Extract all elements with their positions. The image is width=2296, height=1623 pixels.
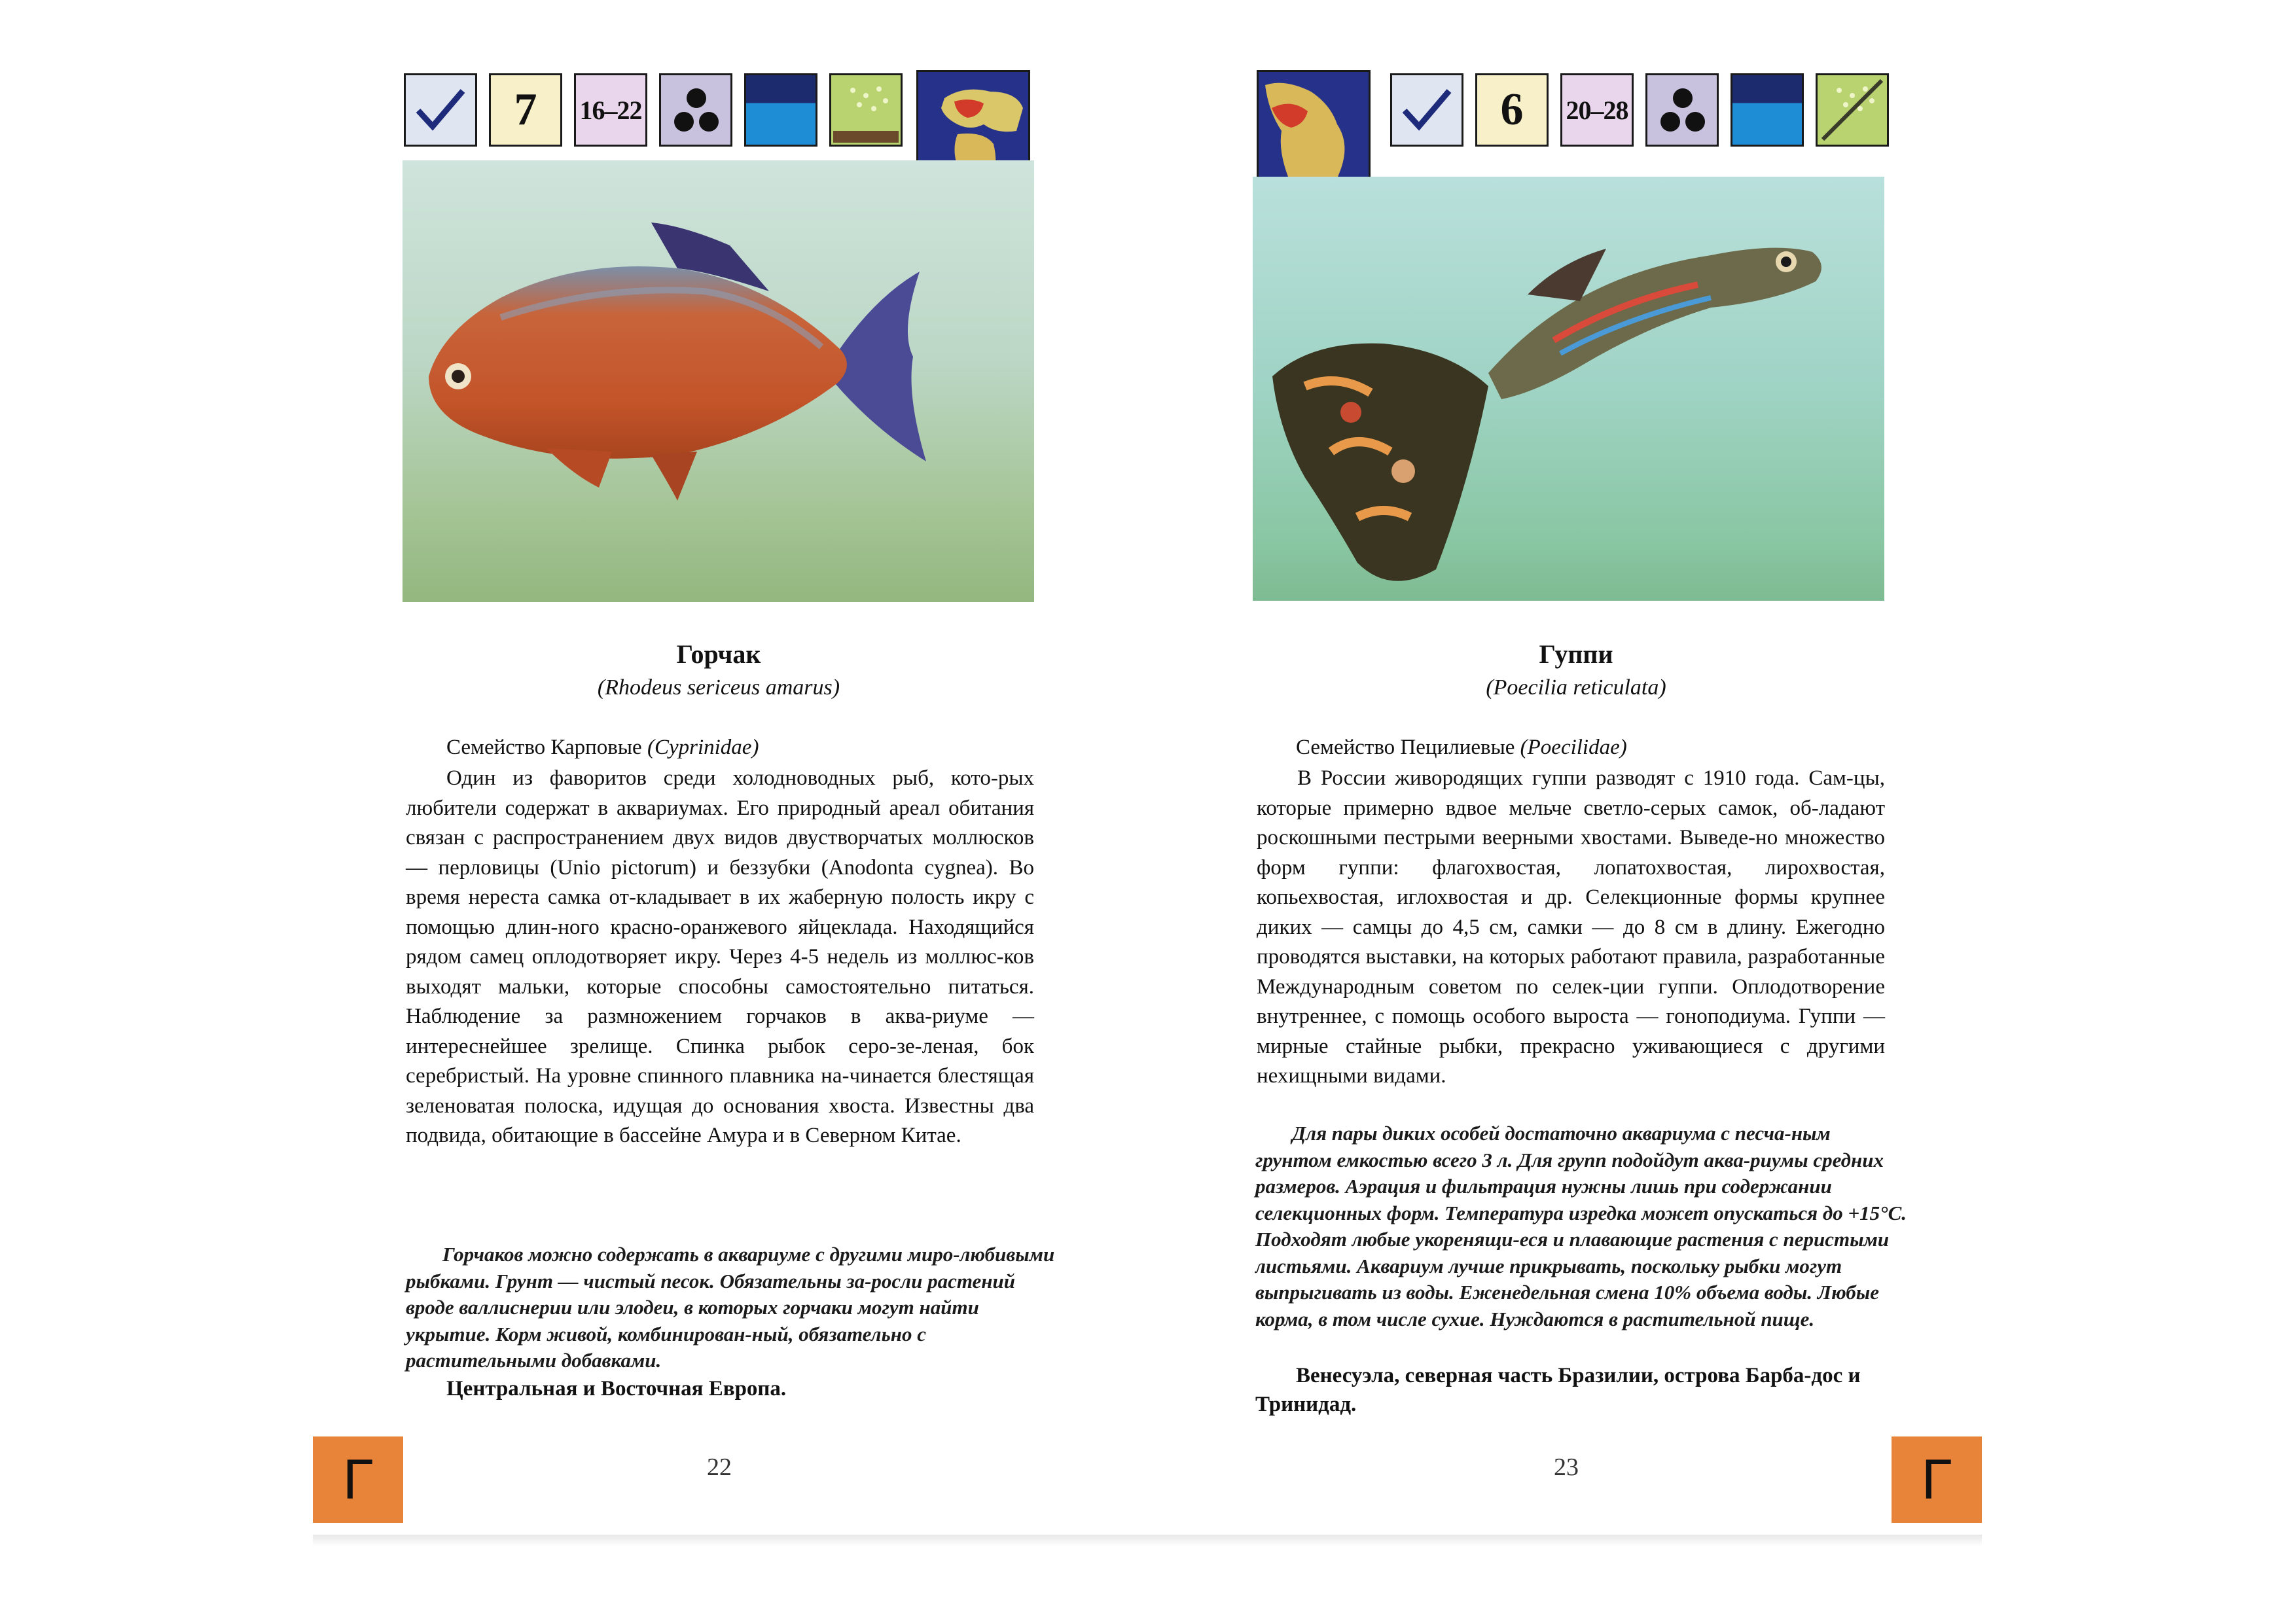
species-title: Гуппи <box>1539 639 1613 669</box>
care-text: Для пары диких особей достаточно аквариума с песча-ным грунтом емкостью всего 3 л. Для групп подойдут аква-риумы средних размеров. Аэрация и фильтрация нужны лишь при содержании селекционных форм. Температура изредка может опускаться до +15°С. Подходят любые укоренящи-еся и плавающие растения с перистыми листьями. Аквариум лучше прикрывать, поскольку рыбки могут выпрыгивать из воды. Еженедельная смена 10% объема воды. Любые корма, в том числе сухие. Нуждаются в растительной пище. <box>1255 1122 1907 1330</box>
family-latin: (Cyprinidae) <box>647 736 759 759</box>
family-latin: (Poecilidae) <box>1520 736 1627 759</box>
species-title: Горчак <box>676 639 761 669</box>
page-number: 22 <box>707 1454 732 1481</box>
school-size-icon <box>659 73 732 147</box>
fish-photo <box>403 160 1034 602</box>
alphabet-tab: Г <box>313 1436 403 1523</box>
species-latin-name: (Rhodeus sericeus amarus) <box>597 675 840 700</box>
description-text: Один из фаворитов среди холодноводных рыб, кото-рых любители содержат в аквариумах. Его природный ареал обитания связан с распространением двух видов двустворчатых моллюсков — перловицы (Unio pictorum) и беззубки (Anodonta cygnea). Во время нереста самка от-кладывает в их жаберную полость икру с помощью длин-ного красно-оранжевого яйцеклада. Находящийся рядом самец оплодотворяет икру. Через 4-5 недель из моллюс-ков выходят мальки, которые способны самостоятельно питаться. Наблюдение за размножением горчаков в аква-риуме — интереснейшее зрелище. Спинка рыбок серо-зе-леная, бок серебристый. На уровне спинного плавника на-чинается блестящая зеленоватая полоска, идущая до основания хвоста. Известны два подвида, обитающие в бассейне Амура и в Северном Китае. <box>406 766 1034 1147</box>
water-level-icon <box>744 73 817 147</box>
alphabet-tab: Г <box>1892 1436 1982 1523</box>
species-latin-name: (Poecilia reticulata) <box>1486 675 1666 700</box>
family-line <box>446 736 759 760</box>
difficulty-badge: 6 <box>1475 73 1549 147</box>
fish-photo <box>1253 177 1884 601</box>
family-label: Семейство Пецилиевые <box>1296 736 1520 759</box>
plants-icon <box>829 73 903 147</box>
school-size-icon <box>1645 73 1719 147</box>
page-number: 23 <box>1554 1454 1579 1481</box>
difficulty-badge: 7 <box>489 73 562 147</box>
water-level-icon <box>1731 73 1804 147</box>
family-line <box>1296 736 1627 760</box>
plants-icon <box>1816 73 1889 147</box>
description-text: В России живородящих гуппи разводят с 1910 года. Сам-цы, которые примерно вдвое мельче светло-серых самок, об-ладают роскошными пестрыми веерными хвостами. Выведе-но множество форм гуппи: флагохвостая, лопатохвостая, лирохвостая, копьехвостая, иглохвостая и др. Селекционные формы крупнее диких — самцы до 4,5 см, самки — до 8 см в длину. Ежегодно проводятся выставки, на которых работают правила, разработанные Международным советом по селек-ции гуппи. Оплодотворение внутреннее, с помощь особого выроста — гоноподиума. Гуппи — мирные стайные рыбки, прекрасно уживающиеся с другими нехищными видами. <box>1257 766 1885 1088</box>
temperature-badge: 20–28 <box>1560 73 1634 147</box>
region-text: Венесуэла, северная часть Бразилии, острова Барба-дос и Тринидад. <box>1255 1364 1861 1416</box>
page-edge-shadow <box>1148 1535 1982 1546</box>
right-page <box>1148 0 2296 1623</box>
family-label: Семейство Карповые <box>446 736 647 759</box>
care-text: Горчаков можно содержать в аквариуме с другими миро-любивыми рыбками. Грунт — чистый песок. Обязательны за-росли растений вроде валлиснерии или элодеи, в которых горчаки могут найти укрытие. Корм живой, комбинирован-ный, обязательно с растительными добавками. <box>406 1243 1055 1372</box>
page-edge-shadow <box>313 1535 1148 1546</box>
region-text: Центральная и Восточная Европа. <box>446 1377 787 1400</box>
checkmark-icon <box>404 73 477 147</box>
checkmark-icon <box>1390 73 1463 147</box>
temperature-badge: 16–22 <box>574 73 647 147</box>
